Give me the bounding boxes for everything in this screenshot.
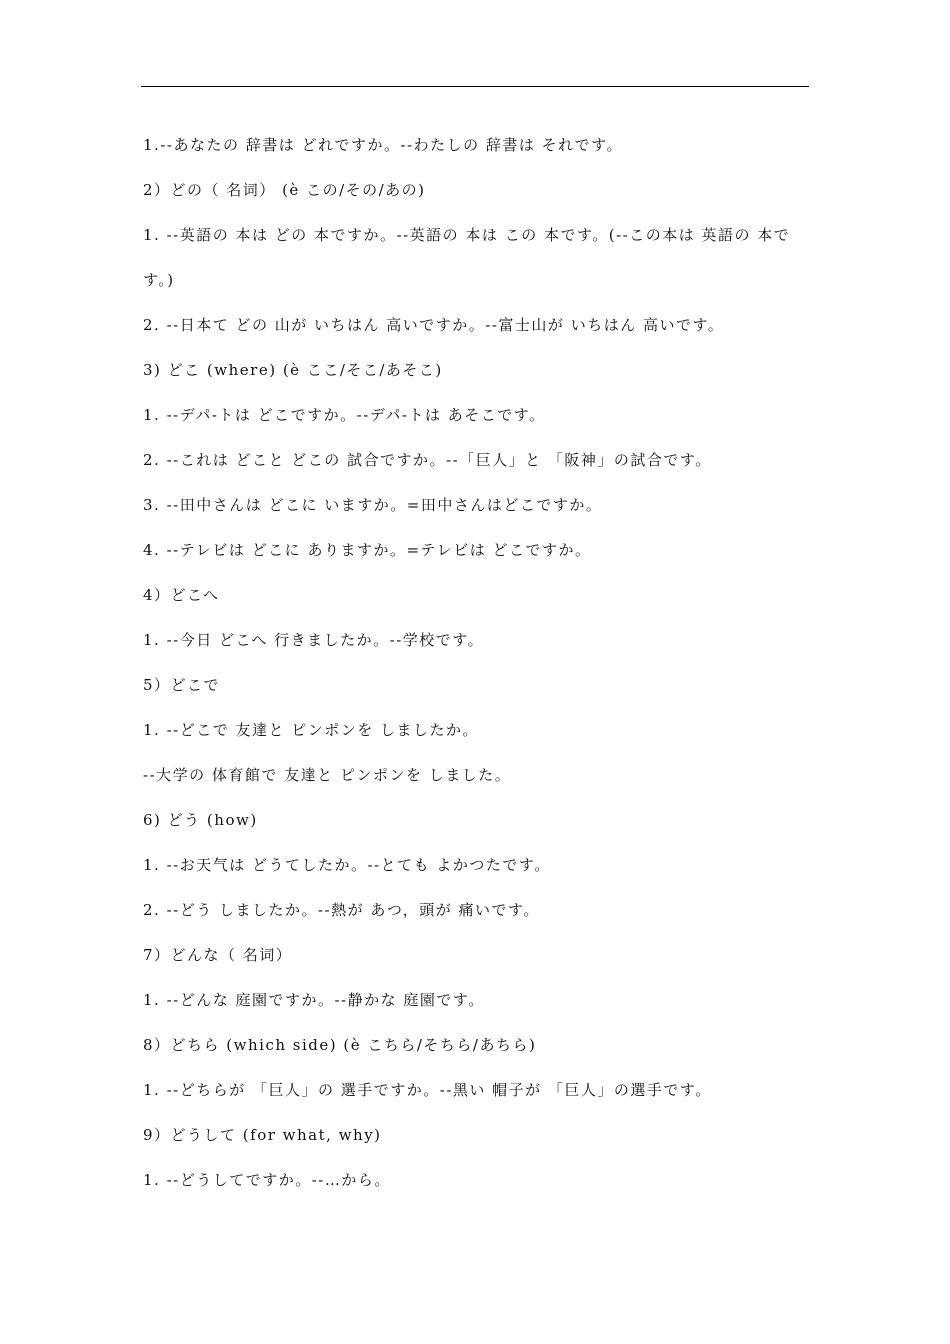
text-line: 1. --どんな 庭園ですか。--静かな 庭園です。 — [143, 991, 485, 1009]
section-heading: 6) どう (how) — [143, 811, 258, 829]
text-line: 1. --どこで 友達と ピンポンを しましたか。 — [143, 721, 480, 739]
text-line: 1. --今日 どこへ 行きましたか。--学校です。 — [143, 631, 485, 649]
text-line: 3. --田中さんは どこに いますか。=田中さんはどこですか。 — [143, 496, 603, 514]
header-rule — [141, 86, 809, 87]
document-body — [143, 123, 813, 1203]
text-line: 1. --デパ-トは どこですか。--デパ-トは あそこです。 — [143, 406, 546, 424]
section-heading: 5）どこで — [143, 676, 221, 694]
section-heading: 4）どこへ — [143, 586, 220, 604]
text-line: 1.--あなたの 辞書は どれですか。--わたしの 辞書は それです。 — [143, 136, 623, 154]
text-line: 2. --どう しましたか。--熱が あつ，頭が 痛いです。 — [143, 901, 540, 919]
text-line: 1. --どうしてですか。--…から。 — [143, 1171, 391, 1189]
text-line: 2. --これは どこと どこの 試合ですか。--「巨人」と 「阪神」の試合です。 — [143, 451, 712, 469]
section-heading: 7）どんな（ 名词） — [143, 946, 293, 964]
text-line: 1. --どちらが 「巨人」の 選手ですか。--黑い 帽子が 「巨人」の選手です。 — [143, 1081, 712, 1099]
section-heading: 8）どちら (which side) (è こちら/そちら/あちら) — [143, 1036, 537, 1054]
section-heading: 9）どうして (for what, why) — [143, 1126, 382, 1144]
section-heading: 3) どこ (where) (è ここ/そこ/あそこ) — [143, 361, 443, 379]
text-line: 1. --英語の 本は どの 本ですか。--英語の 本は この 本です。(--この本は 英語の 本です。) — [143, 226, 791, 289]
text-line: 2. --日本て どの 山が いちはん 高いですか。--富士山が いちはん 高いです。 — [143, 316, 725, 334]
text-line: 4. --テレビは どこに ありますか。=テレビは どこですか。 — [143, 541, 592, 559]
section-heading: 2）どの（ 名词） (è この/その/あの) — [143, 181, 426, 199]
text-line: --大学の 体育館で 友達と ピンポンを しました。 — [143, 766, 512, 784]
text-line: 1. --お天气は どうてしたか。--とても よかつたです。 — [143, 856, 551, 874]
